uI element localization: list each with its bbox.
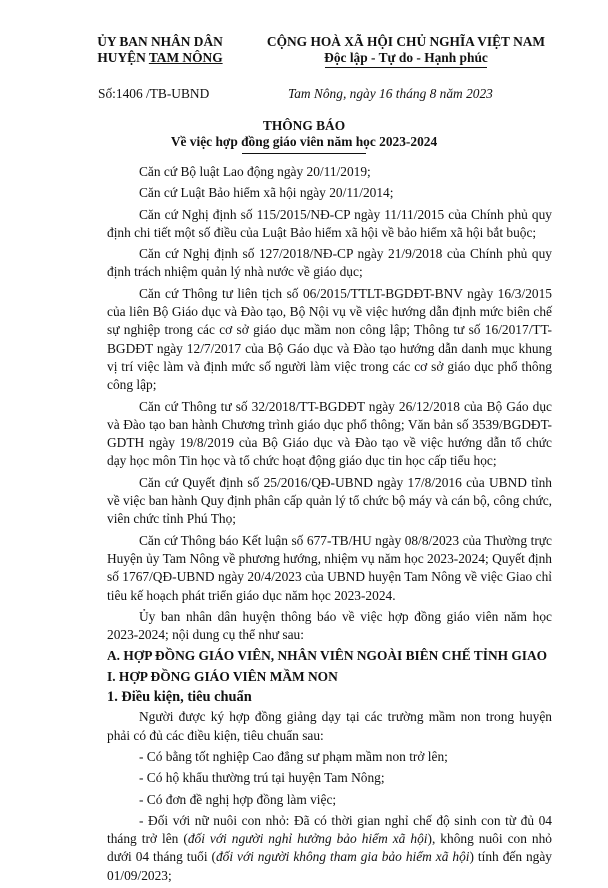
document-number: Số:1406 /TB-UBND [98, 86, 210, 101]
paragraph: Căn cứ Thông tư số 32/2018/TT-BGDĐT ngày 26/12/2018 của Bộ Gáo dục và Đào tạo ban hành Chương trình giáo dục phổ thông; Văn bản số 3539/BGDĐT-GDTH ngày 19/8/2019 của Bộ Giáo dục và Đào tạo về việc hướng dẫn tổ chức dạy học môn Tin học và tổ chức hoạt động giáo dục tin học cấp tiểu học; [107, 398, 552, 469]
document-number-value: 1406 [115, 86, 143, 101]
national-heading [256, 34, 556, 68]
section-heading-a: A. HỢP ĐỒNG GIÁO VIÊN, NHÂN VIÊN NGOÀI BIÊN CHẾ TỈNH GIAO [107, 648, 548, 664]
document-body [107, 163, 552, 888]
national-motto: Độc lập - Tự do - Hạnh phúc [324, 50, 488, 65]
paragraph: Căn cứ Thông báo Kết luận số 677-TB/HU ngày 08/8/2023 của Thường trực Huyện ủy Tam Nông về phương hướng, nhiệm vụ năm học 2023-2024; Quyết định số 1767/QĐ-UBND ngày 20/4/2023 của UBND huyện Tam Nông về việc Giao chỉ tiêu kế hoạch phát triển giáo dục năm học 2023-2024. [107, 532, 552, 603]
date-day: 16 [379, 86, 393, 101]
paragraph: Căn cứ Nghị định số 127/2018/NĐ-CP ngày 21/9/2018 của Chính phủ quy định trách nhiệm quản lý nhà nước về giáo dục; [107, 246, 552, 280]
paragraph: Căn cứ Nghị định số 115/2015/NĐ-CP ngày 11/11/2015 của Chính phủ quy định chi tiết một số điều của Luật Bảo hiểm xã hội về bảo hiểm xã hội bắt buộc; [107, 206, 552, 240]
paragraph: Căn cứ Bộ luật Lao động ngày 20/11/2019; [139, 164, 371, 179]
issuing-authority [70, 34, 250, 66]
list-item: - Đối với nữ nuôi con nhỏ: Đã có thời gian nghỉ chế độ sinh con từ đủ 04 tháng trở lên (đối với người nghỉ hưởng bảo hiểm xã hội), không nuôi con nhỏ dưới 04 tháng tuổi (đối với người không tham gia bảo hiểm xã hội) tính đến ngày 01/09/2023; [107, 812, 553, 883]
motto-underline [325, 67, 487, 68]
paragraph: Căn cứ Thông tư liên tịch số 06/2015/TTLT-BGDĐT-BNV ngày 16/3/2015 của liên Bộ Giáo dục và Đào tạo, Bộ Nội vụ về việc hướng dẫn định mức biên chế sự nghiệp trong các cơ sở giáo dục mầm non công lập; Thông tư số 16/2017/TT-BGDĐT ngày 12/7/2017 của Bộ Gáo dục và Đào tạo hướng dẫn danh mục khung vị trí việc làm và định mức số người làm việc trong các cơ sở giáo dục phổ thông công lập; [107, 285, 552, 393]
paragraph: Căn cứ Quyết định số 25/2016/QĐ-UBND ngày 17/8/2016 của UBND tỉnh về việc ban hành Quy định phân cấp quản lý tổ chức bộ máy và cán bộ, công chức, viên chức tỉnh Phú Thọ; [107, 474, 552, 527]
authority-district: TAM NÔNG [148, 50, 223, 65]
section-heading-1: 1. Điều kiện, tiêu chuẩn [107, 689, 252, 706]
title-line-2: Về việc hợp đồng giáo viên năm học 2023-2024 [170, 134, 438, 149]
title-underline [242, 153, 366, 154]
section-heading-i: I. HỢP ĐỒNG GIÁO VIÊN MẦM NON [107, 668, 338, 684]
paragraph: Căn cứ Luật Bảo hiểm xã hội ngày 20/11/2014; [139, 185, 394, 201]
list-item: - Có bằng tốt nghiệp Cao đẳng sư phạm mầm non trở lên; [139, 748, 448, 764]
title-line-1: THÔNG BÁO [262, 118, 346, 133]
paragraph: Ủy ban nhân dân huyện thông báo về việc hợp đồng giáo viên năm học 2023-2024; nội dung cụ thể như sau: [107, 608, 552, 643]
list-item: - Có hộ khẩu thường trú tại huyện Tam Nông; [139, 770, 385, 786]
republic-name: CỘNG HOÀ XÃ HỘI CHỦ NGHĨA VIỆT NAM [266, 34, 546, 49]
place-and-date: Tam Nông, ngày 16 tháng 8 năm 2023 [288, 86, 493, 101]
list-item: - Có đơn đề nghị hợp đồng làm việc; [139, 791, 337, 807]
document-title [0, 118, 608, 154]
authority-line-2: HUYỆN TAM NÔNG [97, 50, 223, 65]
authority-line-1: ỦY BAN NHÂN DÂN [97, 34, 223, 49]
paragraph: Người được ký hợp đồng giảng dạy tại các trường mầm non trong huyện phải có đủ các điều kiện, tiêu chuẩn sau: [107, 709, 552, 743]
document-header [0, 34, 608, 104]
